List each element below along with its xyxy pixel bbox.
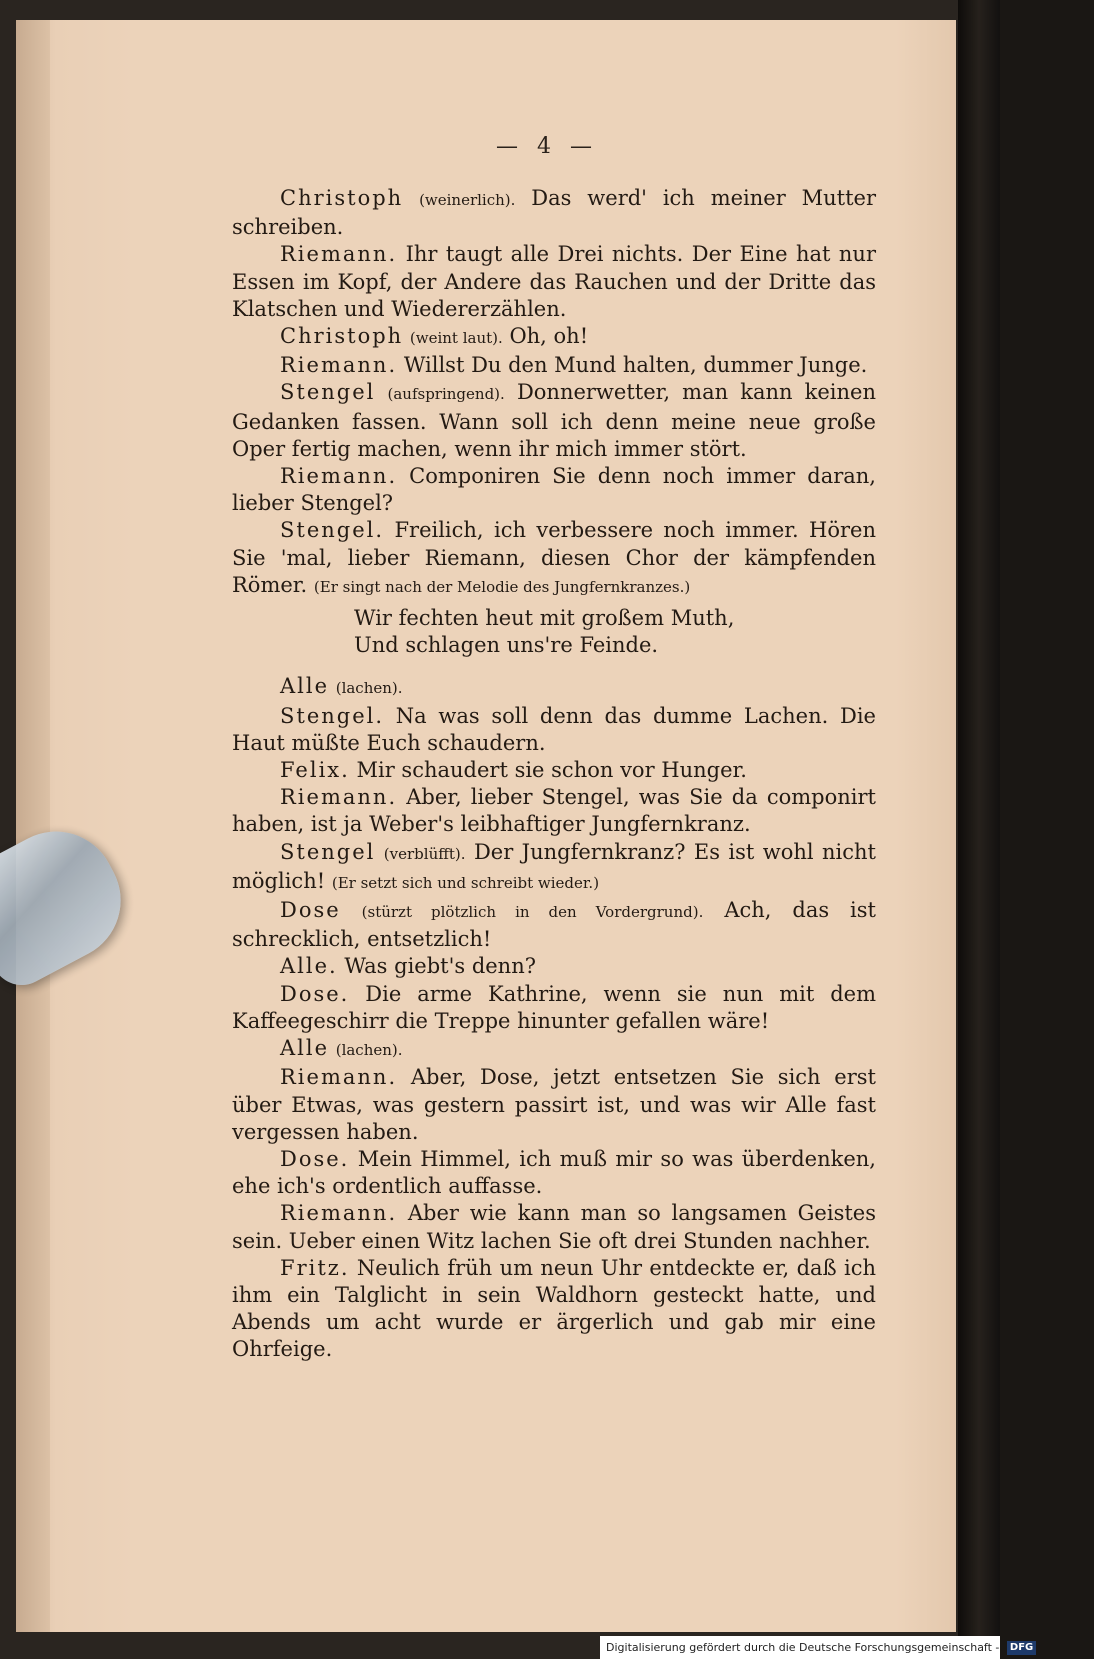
dialogue-paragraph	[232, 352, 876, 379]
dialogue-paragraph	[232, 981, 876, 1035]
speaker-name: Stengel	[280, 380, 376, 405]
dialogue-text: Oh, oh!	[509, 324, 589, 349]
dialogue-paragraph	[232, 1255, 876, 1364]
dialogue-text: Ihr taugt alle Drei nichts. Der Eine hat nur Essen im Kopf, der Andere das Rauchen und der Dritte das Klatschen und Wiedererzählen.	[232, 242, 876, 321]
dialogue-text: Componiren Sie denn noch immer daran, lieber Stengel?	[232, 464, 876, 516]
dialogue-paragraph	[232, 517, 876, 601]
dialogue-paragraph	[232, 379, 876, 463]
speaker-name: Dose.	[280, 1146, 350, 1171]
speaker-name: Fritz.	[280, 1255, 350, 1280]
dialogue-text: Willst Du den Mund halten, dummer Junge.	[403, 353, 868, 378]
dialogue-text: Aber, lieber Stengel, was Sie da componirt haben, ist ja Weber's leibhaftiger Jungfernkranz.	[232, 785, 876, 837]
verse-line: Wir fechten heut mit großem Muth,	[354, 606, 735, 631]
dialogue-text: Ach, das ist schrecklich, entsetzlich!	[232, 898, 876, 952]
verse-block	[232, 605, 876, 659]
dialogue-paragraph	[232, 463, 876, 517]
dialogue-text: Aber wie kann man so langsamen Geistes sein. Ueber einen Witz lachen Sie oft drei Stunden nachher.	[232, 1201, 876, 1253]
dialogue-block-2	[232, 673, 876, 1363]
dialogue-paragraph	[232, 1035, 876, 1064]
stage-direction: (lachen).	[335, 1041, 403, 1060]
dialogue-text: Die arme Kathrine, wenn sie nun mit dem Kaffeegeschirr die Treppe hinunter gefallen wäre!	[232, 981, 876, 1033]
speaker-name: Stengel	[280, 839, 376, 864]
speaker-name: Stengel.	[280, 703, 385, 728]
page-edge-shadow	[16, 20, 50, 1632]
dialogue-text: Aber, Dose, jetzt entsetzen Sie sich erst über Etwas, was gestern passirt ist, und was wir Alle fast vergessen haben.	[232, 1065, 876, 1144]
speaker-name: Christoph	[280, 186, 404, 210]
verse-line: Und schlagen uns're Feinde.	[354, 633, 659, 658]
dialogue-paragraph	[232, 784, 876, 838]
dialogue-text: Das werd' ich meiner Mutter schreiben.	[232, 186, 876, 240]
book-spine	[958, 0, 1000, 1659]
stage-direction: (Er setzt sich und schreibt wieder.)	[331, 873, 600, 892]
stage-direction: (aufspringend).	[387, 385, 505, 404]
stage-direction: (lachen).	[335, 679, 403, 698]
dialogue-paragraph	[232, 323, 876, 352]
stage-direction: (weint laut).	[409, 329, 503, 348]
stage-direction: (weinerlich).	[419, 191, 516, 209]
dialogue-paragraph	[232, 703, 876, 757]
dialogue-paragraph	[232, 1200, 876, 1254]
speaker-name: Stengel.	[280, 518, 385, 543]
page-number: — 4 —	[496, 134, 598, 159]
digitization-footer	[600, 1636, 1034, 1659]
speaker-name: Alle.	[280, 954, 338, 979]
speaker-name: Riemann.	[280, 353, 398, 378]
dialogue-paragraph	[232, 953, 876, 980]
speaker-name: Riemann.	[280, 464, 398, 489]
speaker-name: Riemann.	[280, 242, 398, 267]
dialogue-paragraph	[232, 839, 876, 897]
stage-direction: (Er singt nach der Melodie des Jungfernkranzes.)	[313, 577, 691, 596]
speaker-name: Dose.	[280, 981, 350, 1006]
stage-direction: (verblüfft).	[383, 844, 466, 863]
dialogue-block-1	[232, 185, 876, 601]
speaker-name: Alle	[280, 674, 330, 699]
page-text	[232, 185, 876, 1364]
dialogue-paragraph	[232, 185, 876, 241]
dfg-logo: DFG	[1007, 1641, 1036, 1655]
dialogue-text: Freilich, ich verbessere noch immer. Hören Sie 'mal, lieber Riemann, diesen Chor der kämpfenden Römer.	[232, 518, 876, 597]
dialogue-text: Was giebt's denn?	[344, 954, 536, 979]
speaker-name: Alle	[280, 1036, 330, 1061]
speaker-name: Riemann.	[280, 785, 398, 810]
dialogue-paragraph	[232, 757, 876, 784]
dialogue-text: Neulich früh um neun Uhr entdeckte er, daß ich ihm ein Talglicht in sein Waldhorn gesteckt hatte, und Abends um acht wurde er ärgerlich und gab mir eine Ohrfeige.	[232, 1255, 876, 1362]
speaker-name: Riemann.	[280, 1065, 398, 1090]
dialogue-paragraph	[232, 673, 876, 702]
dialogue-text: Donnerwetter, man kann keinen Gedanken fassen. Wann soll ich denn meine neue große Oper fertig machen, wenn ihr mich immer stört.	[232, 380, 876, 461]
speaker-name: Christoph	[280, 324, 404, 349]
dialogue-text: Der Jungfernkranz? Es ist wohl nicht möglich!	[232, 839, 876, 893]
dialogue-paragraph	[232, 897, 876, 953]
speaker-name: Dose	[280, 898, 341, 923]
speaker-name: Riemann.	[280, 1201, 398, 1226]
dialogue-paragraph	[232, 241, 876, 323]
stage-direction: (stürzt plötzlich in den Vordergrund).	[361, 903, 704, 922]
dialogue-paragraph	[232, 1064, 876, 1146]
speaker-name: Felix.	[280, 758, 350, 783]
dialogue-text: Mir schaudert sie schon vor Hunger.	[356, 758, 747, 783]
dialogue-text: Mein Himmel, ich muß mir so was überdenken, ehe ich's ordentlich auffasse.	[232, 1146, 876, 1199]
dialogue-text: Na was soll denn das dumme Lachen. Die Haut müßte Euch schaudern.	[232, 703, 876, 755]
footer-text: Digitalisierung gefördert durch die Deutsche Forschungsgemeinschaft -	[606, 1641, 1000, 1654]
dialogue-paragraph	[232, 1146, 876, 1200]
